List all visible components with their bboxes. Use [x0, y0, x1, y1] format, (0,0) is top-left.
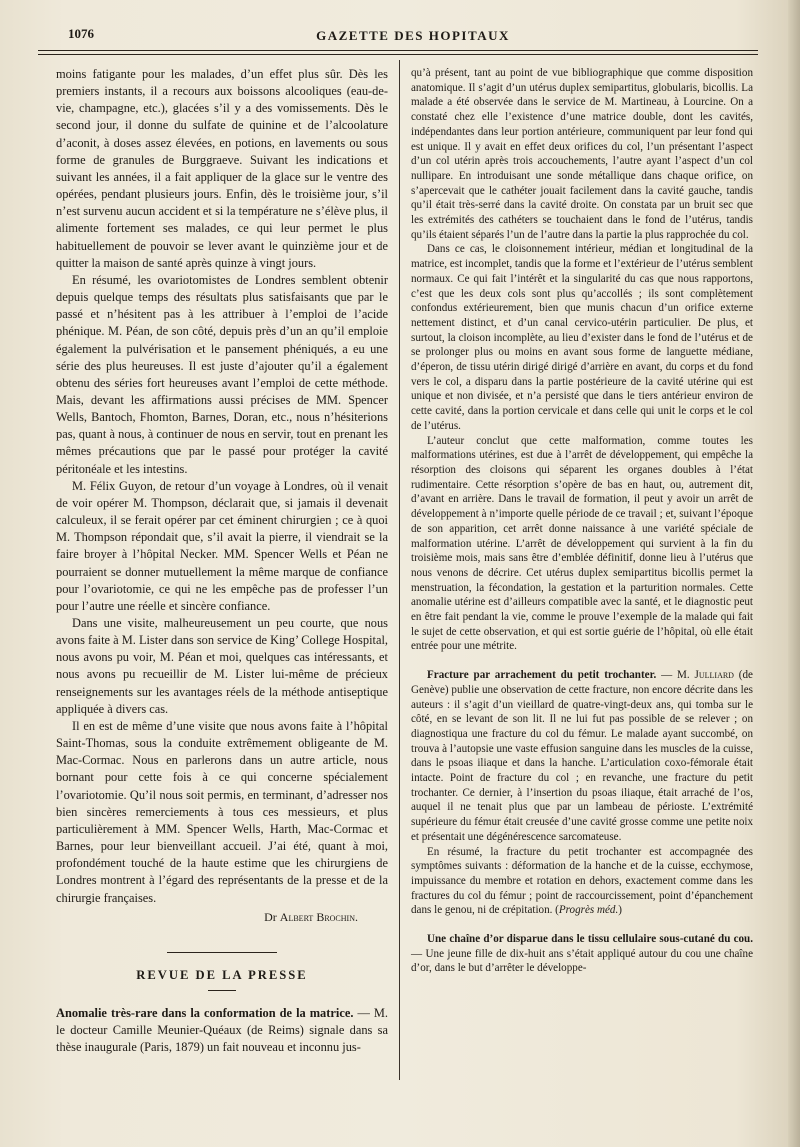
- paragraph: M. Félix Guyon, de retour d’un voyage à Londres, où il venait de voir opérer M. Thompson, déclarait que, si jamais il devenait calculeux, il se ferait opérer par cet éminent chirurgien ; ce à quoi M. Thompson répondait que, s’il avait la pierre, il viendrait se la faire broyer à l’hôpital Necker. MM. Spencer Wells et Péan ne pourraient se donner mutuellement la même marque de confiance pour l’ovariotomie, ce qui ne les empêche pas de professer l’un pour l’autre une réelle et sincère confiance.: [56, 478, 388, 613]
- article-text: — M.: [656, 669, 695, 682]
- article-text: — Une jeune fille de dix-huit ans s’était appliqué autour du cou une chaîne d’or, dans le but d’arrêter le développe-: [411, 947, 753, 975]
- signature: [56, 909, 388, 926]
- paragraph: Dans une visite, malheureusement un peu courte, que nous avons faite à M. Lister dans son service de King’ College Hospital, nous avons pu voir, M. Péan et moi, quelques cas intéressants, et nous avons pu recueillir de M. Lister lui-même de précieux renseignements sur les avantages réels de la méthode antiseptique appliquée à divers cas.: [56, 616, 388, 716]
- paragraph: Il en est de même d’une visite que nous avons faite à l’hôpital Saint-Thomas, sous la conduite extrêmement obligeante de M. Mac-Cormac. Nous en parlerons dans un autre article, nous bornant pour cette fois à ce qui concerne spécialement l’ovariotomie. Qu’il nous soit permis, en terminant, d’adresser nos bien sincères remerciements à tous ces messieurs, et plus particulièrement à MM. Spencer Wells, Harth, Mac-Cormac et Barnes, pour leur bienveillant accueil. J’ai été, quant à moi, profondément touché de la haute estime que les chirurgiens de Londres montrent à l’égard des représentants de la presse et de la chirurgie françaises.: [56, 718, 388, 905]
- paragraph-end: ): [618, 904, 622, 917]
- page-edge: [788, 0, 800, 1147]
- running-title: GAZETTE DES HOPITAUX: [316, 28, 510, 43]
- ornament-separator: [56, 944, 388, 961]
- paragraph-text: En résumé, la fracture du petit trochanter est accompagnée des symptômes suivants : déformation de la hanche et de la cuisse, ecchymose, impuissance du membre et rotation en dehors, exactement comme dans les fractures du col du fémur ; point de raccourcissement, point d’épanchement dans le genou, ni de crépitation. (: [411, 845, 753, 917]
- paragraph: moins fatigante pour les malades, d’un effet plus sûr. Dès les premiers instants, il a recours aux boissons alcooliques (eau-de-vie, champagne, etc.), glacées s’il y a des vomissements. Dès le second jour, il donne du sulfate de quinine et de l’alcoolature d’aconit, à doses assez élevées, en potions, en lavements ou sous forme de granules de Burggraeve. Suivant les indications et suivant les années, il a fait appliquer de la glace sur le ventre des opérées, pendant plusieurs jours. Enfin, dès le troisième jour, s’il n’est survenu aucun accident et si la température ne s’élève plus, il alimente fortement ses malades, ce qui leur permet le plus habituellement de pouvoir se lever avant le quinzième jour et de quitter la maison de santé après quinze à vingt jours.: [56, 67, 388, 270]
- signature-name: Albert Brochin.: [279, 909, 358, 924]
- article-title: Fracture par arrachement du petit trochanter.: [427, 669, 657, 682]
- page-number: 1076: [68, 26, 94, 41]
- article-paragraph: [411, 932, 753, 976]
- article-paragraph: [411, 668, 753, 844]
- paragraph: qu’à présent, tant au point de vue bibliographique que comme disposition anatomique. Il s’agit d’un utérus duplex semipartitus, globularis, bicollis. La malade a été observée dans le service de M. Martineau, à Lourcine. On a constaté chez elle l’existence d’une matrice double, dont les cavités, indépendantes dans leur portion antérieure, communiquent par leur fond qui est unique. Il y avait en effet deux orifices du col, l’un présentant l’aspect d’un col utérin après trois accouchements, l’autre ayant l’aspect d’un col nullipare. En introduisant une sonde métallique dans chaque orifice, on s’apercevait que le cathéter jouait facilement dans la cavité gauche, tandis qu’il était très-serré dans la cavité droite. On constata par un bruit sec que les extrémités des cathéters se touchaient dans le fond de l’utérus, tandis qu’ils étaient séparés l’un de l’autre dans la partie la plus rapprochée du col.: [411, 67, 753, 241]
- article-paragraph: [56, 1005, 388, 1056]
- article-text: (de Genève) publie une observation de cette fracture, non encore décrite dans les auteurs : il s’agit d’un vieillard de quatre-vingt-deux ans, qui tomba sur le côté, en se levant de son lit. Il ne lui fut pas possible de se relever ; on diagnostiqua une fracture du col du fémur. Le malade ayant succombé, on trouva à l’autopsie une vaste effusion sanguine dans les muscles de la cuisse, dans le psoas iliaque et dans la hanche. L’articulation coxo-fémorale était intacte. Point de fracture du col ; en revanche, une fracture du petit trochanter. Ce dernier, à l’insertion du psoas iliaque, était arraché de l’os, auquel il ne tenait plus que par un lambeau de périoste. L’extrémité supérieure du fémur était creusée d’une cavité grosse comme une petite noix et présentait une dégénérescence sarcomateuse.: [411, 669, 753, 843]
- left-column: [56, 66, 388, 1057]
- section-rule: [208, 990, 236, 991]
- article-title: Anomalie très-rare dans la conformation de la matrice.: [56, 1006, 354, 1021]
- signature-prefix: Dr: [264, 909, 277, 924]
- page-header: [68, 26, 758, 48]
- article-text: — M. le docteur Camille Meunier-Quéaux (de Reims) signale dans sa thèse inaugurale (Paris, 1879) un fait nouveau et inconnu jus-: [56, 1006, 388, 1055]
- source-citation: Progrès méd.: [558, 904, 619, 917]
- header-rule-thin: [38, 54, 758, 55]
- paragraph: Dans ce cas, le cloisonnement intérieur, médian et longitudinal de la matrice, est incomplet, tandis que la forme et l’extérieur de l’utérus semblent normaux. Ce qui fait l’intérêt et la singularité du cas que nous rapportons, c’est que les deux cols sont plus qu’accollés ; ils sont complètement confondus extérieurement, bien que munis chacun d’un orifice externe nettement distinct, et d’un canal cervico-utérin particulier. De plus, et surtout, la cloison incomplète, au lieu d’exister dans le fond de l’utérus et de se prolonger plus ou moins en avant sous forme de languette médiane, d’éperon, de tissu utérin dirigé dirigé d’arrière en avant, du corps et du fond vers le col, a disparu dans la partie postérieure de la cavité utérine qui est unique et non divisée, et n’a persisté que dans le tiers antérieur environ de cette cavité, dans la portion cervicale et dans celle qui unit le corps et le col de l’utérus.: [411, 243, 753, 432]
- paragraph: En résumé, les ovariotomistes de Londres semblent obtenir depuis quelque temps des résultats plus satisfaisants que par le passé et n’hésitent pas à les attribuer à l’emploi de l’acide phénique. M. Péan, de son côté, depuis près d’un an qu’il emploie également la pulvérisation et le pansement phéniqués, a eu une série des plus heureuses. Il est juste d’ajouter qu’il a également obtenu des séries fort heureuses avant l’emploi de cette méthode. Mais, devant les affirmations aussi précises de MM. Spencer Wells, Bantoch, Fhomton, Barnes, Doran, etc., nous n’hésiterions pas, quant à nous, à continuer de nous en servir, tout en prenant les mêmes précautions que par le passé pour protéger la cavité péritonéale et les intestins.: [56, 272, 388, 476]
- column-divider: [399, 60, 400, 1080]
- header-rule: [38, 50, 758, 51]
- right-column: [411, 66, 753, 976]
- section-title: REVUE DE LA PRESSE: [136, 967, 308, 982]
- article-title: Une chaîne d’or disparue dans le tissu cellulaire sous-cutané du cou.: [427, 933, 753, 946]
- author-name: Julliard: [694, 669, 734, 682]
- paragraph: L’auteur conclut que cette malformation, comme toutes les malformations utérines, est due à l’arrêt de développement, qui empêche la résorption des cloisons qui séparent les organes doubles à l’état rudimentaire. Cette résorption s’opère de bas en haut, ou, autrement dit, d’avant en arrière. Dans le travail de formation, il peut y avoir un arrêt de développement à n’importe quelle période de ce travail ; et, suivant l’époque de son apparition, cet arrêt donne naissance à une variété spéciale de malformation utérine. L’arrêt de développement qui survient à la fin du troisième mois, mais sans être d’emblée définitif, donne lieu à l’utérus que nous venons de décrire. Cet utérus duplex semipartitus bicollis permet la menstruation, la fécondation, la gestation et la parturition normales. Cette anomalie utérine est d’ailleurs compatible avec la santé, et le diagnostic peut en être fait pendant la vie, comme le prouve l’exemple de la malade qui fait le sujet de cette observation, et qui est sortie guérie de l’hôpital, où elle était entrée pour une métrite.: [411, 434, 753, 653]
- paragraph: [411, 845, 753, 919]
